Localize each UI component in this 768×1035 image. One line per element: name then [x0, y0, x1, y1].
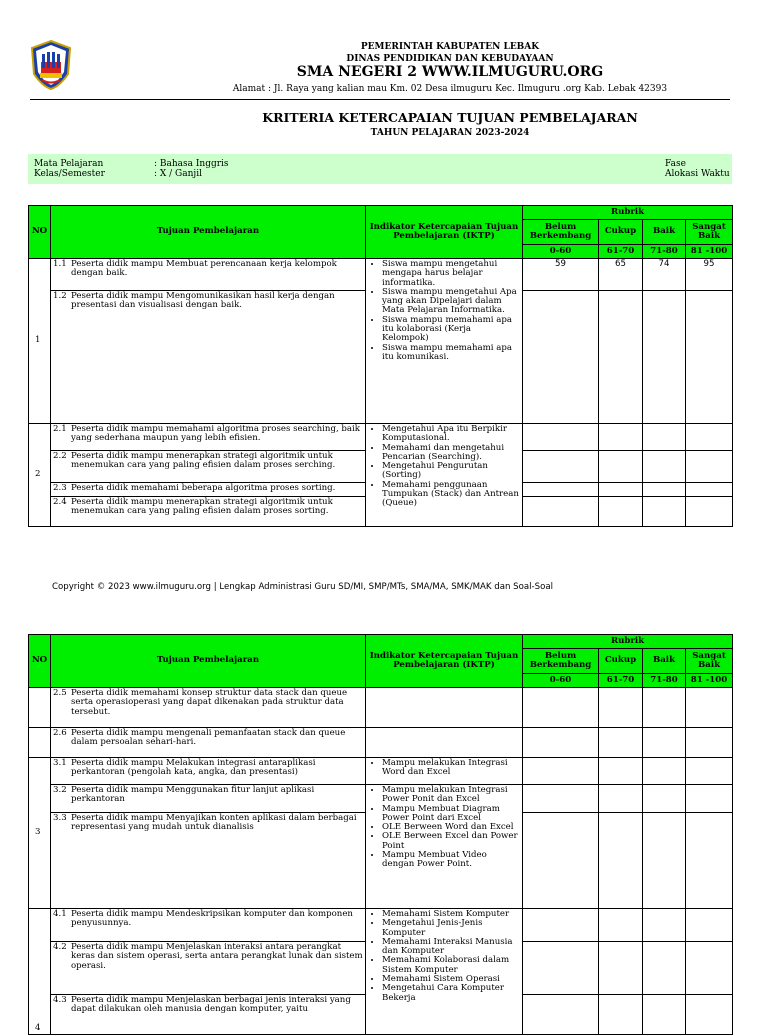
baik-header: Baik — [643, 220, 686, 245]
list-item: • Memahami Interaksi Manusia dan Komputer — [382, 938, 520, 957]
row-number: 2 — [29, 424, 51, 527]
fase-label: Fase — [665, 159, 686, 169]
tp-cell: 1.2 Peserta didik mampu Mengomunikasikan hasil kerja dengan presentasi dan visualisasi dengan baik. — [51, 291, 366, 424]
mapel-label: Mata Pelajaran — [34, 159, 104, 169]
tp-cell: 4.3 Peserta didik mampu Menjelaskan berbagai jenis interaksi yang dapat dilakukan oleh manusia dengan komputer, yaitu — [51, 995, 366, 1035]
range-sangat: 81 -100 — [686, 674, 733, 688]
rubrik-header: Rubrik — [523, 206, 733, 220]
belum-header: Belum Berkembang — [523, 649, 599, 674]
tp-cell: 4.1 Peserta didik mampu Mendeskripsikan komputer dan komponen penyusunnya. — [51, 909, 366, 942]
tp-cell: 3.3 Peserta didik mampu Menyajikan konten aplikasi dalam berbagai representasi yang mudah untuk dianalisis — [51, 813, 366, 909]
col-no-header: NO — [29, 206, 51, 259]
criteria-table-page2 — [28, 634, 733, 1035]
tp-cell: 2.2 Peserta didik mampu menerapkan strategi algoritmik untuk menemukan cara yang paling efisien dalam proses serching. — [51, 451, 366, 483]
cukup-header: Cukup — [599, 649, 643, 674]
range-baik: 71-80 — [643, 245, 686, 259]
kelas-value: : X / Ganjil — [154, 169, 202, 179]
tp-cell: 4.2 Peserta didik mampu Menjelaskan interaksi antara perangkat keras dan sistem operasi, serta antara perangkat lunak dan sistem operasi. — [51, 942, 366, 995]
list-item: • OLE Berween Word dan Excel — [382, 823, 520, 832]
list-item: • Mampu Membuat Video dengan Power Point. — [382, 851, 520, 870]
list-item: • OLE Berween Excel dan Power Point — [382, 832, 520, 851]
iktp-cell — [366, 909, 523, 1035]
list-item: • Siswa mampu memahami apa itu komunikasi. — [382, 344, 520, 363]
list-item: • Memahami Kolaborasi dalam Sistem Komputer — [382, 956, 520, 975]
rubrik-header: Rubrik — [523, 635, 733, 649]
cukup-header: Cukup — [599, 220, 643, 245]
agency-heading: DINAS PENDIDIKAN DAN KEBUDAYAAN — [346, 54, 554, 64]
range-cukup: 61-70 — [599, 245, 643, 259]
academic-year: TAHUN PELAJARAN 2023-2024 — [370, 128, 530, 138]
score-belum: 59 — [523, 259, 599, 291]
regency-crest-icon — [30, 40, 72, 90]
list-item: • Mengetahui Apa itu Berpikir Komputasional. — [382, 425, 520, 444]
belum-header: Belum Berkembang — [523, 220, 599, 245]
range-baik: 71-80 — [643, 674, 686, 688]
tp-cell: 2.6 Peserta didik mampu mengenali pemanfaatan stack dan queue dalam persoalan sehari-hari. — [51, 728, 366, 758]
list-item: • Memahami Sistem Operasi — [382, 975, 520, 984]
list-item: • Memahami Sistem Komputer — [382, 910, 520, 919]
range-sangat: 81 -100 — [686, 245, 733, 259]
iktp-cell — [366, 785, 523, 909]
school-address: Alamat : Jl. Raya yang kalian mau Km. 02 Desa ilmuguru Kec. Ilmuguru .org Kab. Lebak 42393 — [232, 84, 668, 94]
row-number: 1 — [29, 259, 51, 424]
mapel-value: : Bahasa Inggris — [154, 159, 229, 169]
col-iktp-header: Indikator Ketercapaian Tujuan Pembelajaran (IKTP) — [366, 635, 523, 688]
tp-cell: 2.5 Peserta didik memahami konsep struktur data stack dan queue serta operasioperasi yang dapat dikenakan pada struktur data tersebut. — [51, 688, 366, 728]
col-tp-header: Tujuan Pembelajaran — [51, 206, 366, 259]
score-cukup: 65 — [599, 259, 643, 291]
list-item: • Mampu melakukan Integrasi Word dan Excel — [382, 759, 520, 778]
row-number: 3 — [29, 758, 51, 909]
score-sangat: 95 — [686, 259, 733, 291]
range-cukup: 61-70 — [599, 674, 643, 688]
kelas-label: Kelas/Semester — [34, 169, 105, 179]
tp-cell: 3.1 Peserta didik mampu Melakukan integrasi antaraplikasi perkantoran (pengolah kata, angka, dan presentasi) — [51, 758, 366, 785]
page-title: KRITERIA KETERCAPAIAN TUJUAN PEMBELAJARAN — [262, 110, 638, 125]
sangat-header: Sangat Baik — [686, 220, 733, 245]
range-belum: 0-60 — [523, 245, 599, 259]
row-number: 4 — [29, 909, 51, 1035]
col-no-header: NO — [29, 635, 51, 688]
col-tp-header: Tujuan Pembelajaran — [51, 635, 366, 688]
iktp-cell — [366, 424, 523, 527]
iktp-cell — [366, 758, 523, 785]
alokasi-label: Alokasi Waktu — [665, 169, 730, 179]
tp-cell: 2.4 Peserta didik mampu menerapkan strategi algoritmik untuk menemukan cara yang paling efisien dalam proses sorting. — [51, 497, 366, 527]
govt-heading: PEMERINTAH KABUPATEN LEBAK — [360, 42, 540, 52]
score-baik: 74 — [643, 259, 686, 291]
list-item: • Siswa mampu mengetahui Apa yang akan Dipelajari dalam Mata Pelajaran Informatika. — [382, 288, 520, 316]
tp-cell: 2.3 Peserta didik memahami beberapa algoritma proses sorting. — [51, 483, 366, 497]
col-iktp-header: Indikator Ketercapaian Tujuan Pembelajaran (IKTP) — [366, 206, 523, 259]
list-item: • Mampu Membuat Diagram Power Point dari Excel — [382, 805, 520, 824]
list-item: • Siswa mampu memahami apa itu kolaborasi (Kerja Kelompok) — [382, 316, 520, 344]
tp-cell: 2.1 Peserta didik mampu memahami algoritma proses searching, baik yang sederhana maupun yang lebih efisien. — [51, 424, 366, 451]
list-item: • Memahami penggunaan Tumpukan (Stack) dan Antrean (Queue) — [382, 481, 520, 509]
criteria-table-page1 — [28, 205, 733, 527]
school-name: SMA NEGERI 2 WWW.ILMUGURU.ORG — [296, 64, 604, 80]
tp-cell: 1.1 Peserta didik mampu Membuat perencanaan kerja kelompok dengan baik. — [51, 259, 366, 291]
info-bar — [28, 154, 732, 184]
list-item: • Mengetahui Pengurutan (Sorting) — [382, 462, 520, 481]
page-break — [0, 536, 768, 606]
list-item: • Mengetahui Cara Komputer Bekerja — [382, 984, 520, 1003]
range-belum: 0-60 — [523, 674, 599, 688]
copyright-footer: Copyright © 2023 www.ilmuguru.org | Lengkap Administrasi Guru SD/MI, SMP/MTs, SMA/MA, SMK/MAK dan Soal-Soal — [52, 582, 553, 592]
sangat-header: Sangat Baik — [686, 649, 733, 674]
list-item: • Memahami dan mengetahui Pencarian (Searching). — [382, 444, 520, 463]
baik-header: Baik — [643, 649, 686, 674]
list-item: • Mampu melakukan Integrasi Power Ponit dan Excel — [382, 786, 520, 805]
list-item: • Siswa mampu mengetahui mengapa harus belajar informatika. — [382, 260, 520, 288]
tp-cell: 3.2 Peserta didik mampu Menggunakan fitur lanjut aplikasi perkantoran — [51, 785, 366, 813]
iktp-cell — [366, 259, 523, 424]
list-item: • Mengetahui Jenis-Jenis Komputer — [382, 919, 520, 938]
header-divider — [30, 99, 730, 100]
